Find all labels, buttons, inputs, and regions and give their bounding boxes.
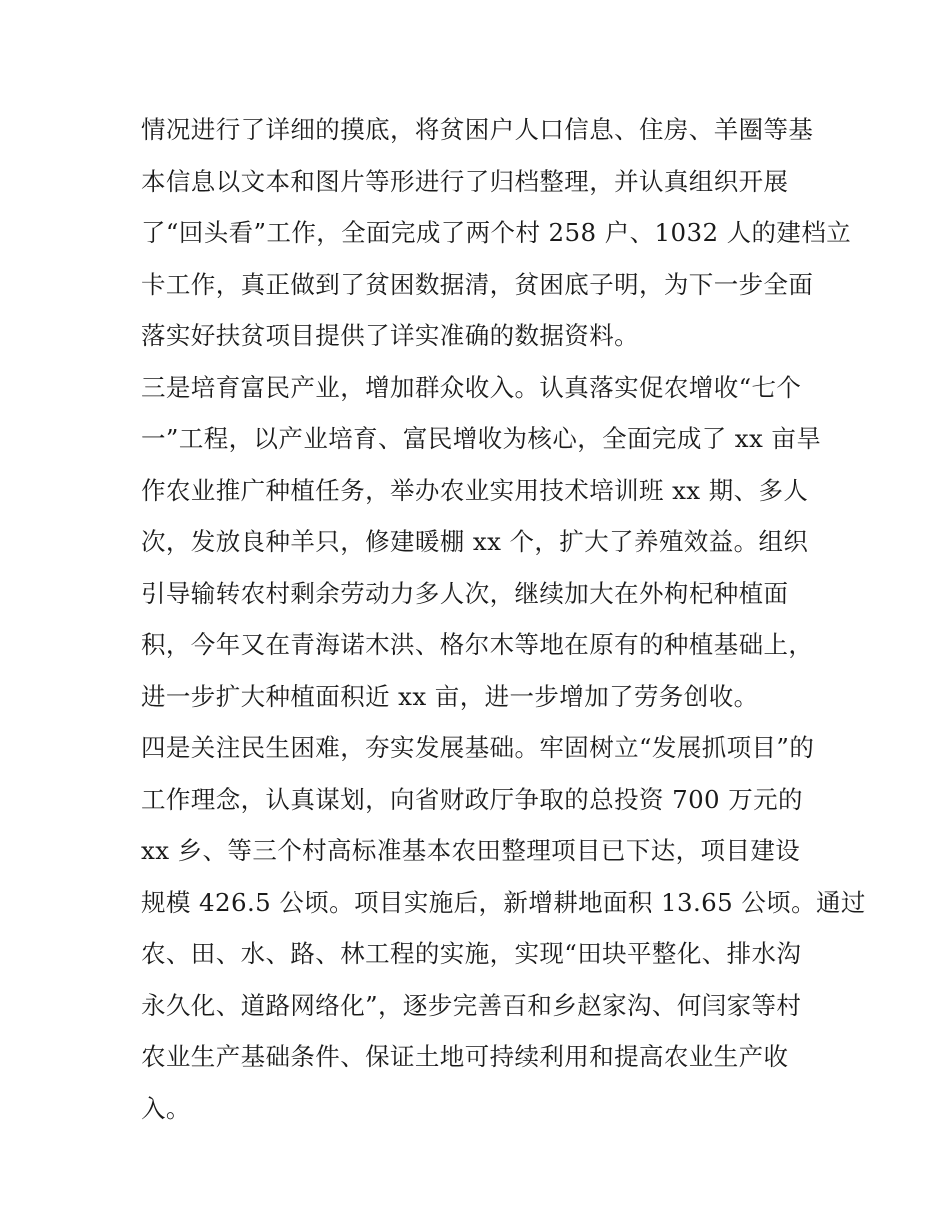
text-line: 永久化、道路网络化”，逐步完善百和乡赵家沟、何闫家等村 bbox=[141, 990, 802, 1020]
text-line: 本信息以文本和图片等形进行了归档整理，并认真组织开展 bbox=[141, 166, 789, 196]
text-line: 引导输转农村剩余劳动力多人次，继续加大在外枸杞种植面 bbox=[141, 578, 789, 608]
text-line: 工作理念，认真谋划，向省财政厅争取的总投资 700 万元的 bbox=[141, 784, 803, 814]
text-line: 规模 426.5 公顷。项目实施后，新增耕地面积 13.65 公顷。通过 bbox=[141, 887, 866, 917]
text-line: 入。 bbox=[141, 1093, 191, 1123]
text-line: xx 乡、等三个村高标准基本农田整理项目已下达，项目建设 bbox=[141, 836, 801, 865]
text-line: 情况进行了详细的摸底，将贫困户人口信息、住房、羊圈等基 bbox=[141, 115, 814, 144]
text-line: 农业生产基础条件、保证土地可持续利用和提高农业生产收 bbox=[141, 1042, 789, 1071]
text-line: 作农业推广种植任务，举办农业实用技术培训班 xx 期、多人 bbox=[141, 475, 809, 505]
text-line: 了“回头看”工作，全面完成了两个村 258 户、1032 人的建档立 bbox=[141, 218, 852, 247]
text-line: 卡工作，真正做到了贫困数据清，贫困底子明，为下一步全面 bbox=[141, 269, 814, 299]
text-line: 农、田、水、路、林工程的实施，实现“田块平整化、排水沟 bbox=[141, 939, 802, 968]
text-line: 积，今年又在青海诺木洪、格尔木等地在原有的种植基础上， bbox=[141, 630, 814, 659]
text-line: 一”工程，以产业培育、富民增收为核心，全面完成了 xx 亩旱 bbox=[141, 424, 822, 453]
text-line: 三是培育富民产业，增加群众收入。认真落实促农增收“七个 bbox=[141, 372, 802, 402]
text-line: 落实好扶贫项目提供了详实准确的数据资料。 bbox=[141, 321, 639, 350]
text-line: 进一步扩大种植面积近 xx 亩，进一步增加了劳务创收。 bbox=[141, 681, 759, 711]
text-line: 次，发放良种羊只，修建暖棚 xx 个，扩大了养殖效益。组织 bbox=[141, 527, 809, 556]
text-line: 四是关注民生困难，夯实发展基础。牢固树立“发展抓项目”的 bbox=[141, 733, 815, 762]
body-text bbox=[141, 104, 866, 1134]
